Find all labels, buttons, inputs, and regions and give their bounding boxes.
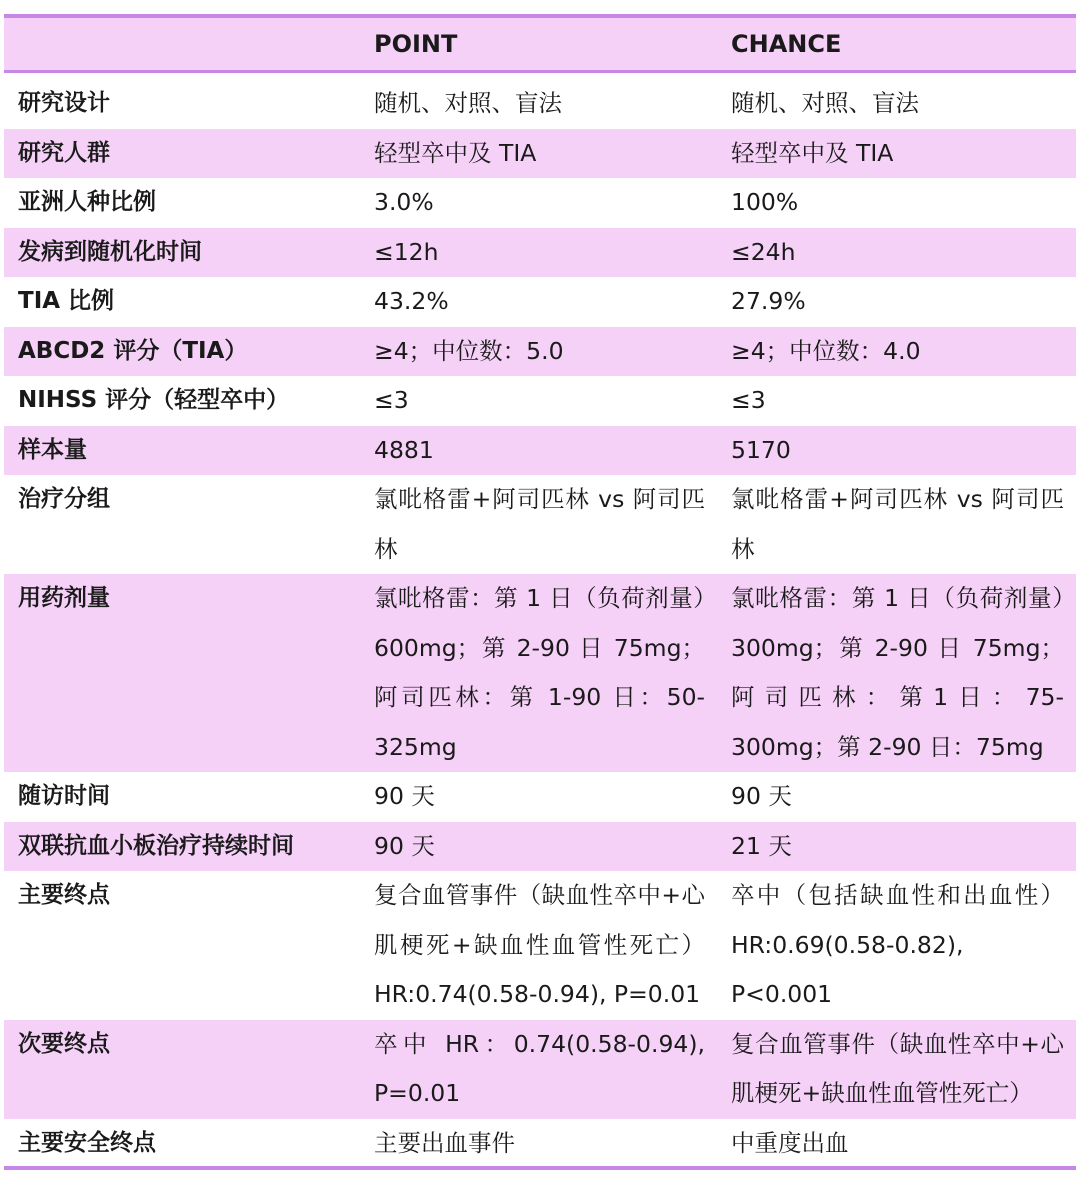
- point-cell: 4881: [360, 426, 717, 476]
- row-label: 治疗分组: [18, 486, 110, 512]
- row-label: 亚洲人种比例: [18, 189, 156, 215]
- table-row: [4, 72, 1076, 129]
- table-row: [4, 129, 1076, 179]
- chance-cell: 90 天: [731, 782, 792, 810]
- chance-cell: 27.9%: [731, 287, 806, 315]
- table-row: [4, 277, 1076, 327]
- point-cell: 3.0%: [374, 188, 434, 216]
- row-label: 主要终点: [18, 882, 110, 908]
- bottom-rule: [4, 1166, 1076, 1170]
- table-row: [4, 475, 1076, 574]
- table-row: [4, 574, 1076, 772]
- row-label: 双联抗血小板治疗持续时间: [4, 822, 360, 872]
- row-label: 用药剂量: [4, 574, 360, 772]
- point-chance-comparison-table: [4, 18, 1076, 1168]
- chance-cell: 随机、对照、盲法: [731, 89, 919, 117]
- point-cell: 氯吡格雷：第 1 日（负荷剂量）600mg；第 2-90 日 75mg；阿司匹林：第 1-90 日：50-325mg: [360, 574, 717, 772]
- chance-cell: 卒中（包括缺血性和出血性）HR:0.69(0.58-0.82), P<0.001: [731, 881, 1064, 1008]
- chance-cell: 100%: [731, 188, 799, 216]
- table-row: [4, 426, 1076, 476]
- point-cell: 氯吡格雷+阿司匹林 vs 阿司匹林: [374, 485, 705, 563]
- point-cell: 轻型卒中及 TIA: [360, 129, 717, 179]
- point-cell: 43.2%: [374, 287, 449, 315]
- row-label: 样本量: [4, 426, 360, 476]
- chance-cell: 氯吡格雷+阿司匹林 vs 阿司匹林: [731, 485, 1064, 563]
- row-label: NIHSS 评分（轻型卒中）: [18, 387, 290, 413]
- table-row: [4, 228, 1076, 278]
- point-cell: ≤12h: [360, 228, 717, 278]
- point-cell: ≥4；中位数：5.0: [360, 327, 717, 377]
- row-label: TIA 比例: [18, 288, 115, 314]
- row-label: ABCD2 评分（TIA）: [4, 327, 360, 377]
- chance-cell: 5170: [717, 426, 1076, 476]
- chance-cell: 轻型卒中及 TIA: [717, 129, 1076, 179]
- table-row: [4, 376, 1076, 426]
- chance-cell: ≤3: [731, 386, 766, 414]
- row-label: 研究设计: [18, 90, 110, 116]
- row-label: 随访时间: [18, 783, 110, 809]
- row-label: 发病到随机化时间: [4, 228, 360, 278]
- chance-cell: 氯吡格雷：第 1 日（负荷剂量）300mg；第 2-90 日 75mg；阿司匹林：第1日：75-300mg；第 2-90 日：75mg: [717, 574, 1076, 772]
- row-label: 研究人群: [4, 129, 360, 179]
- point-cell: 90 天: [374, 782, 435, 810]
- point-cell: 复合血管事件（缺血性卒中+心肌梗死+缺血性血管性死亡）HR:0.74(0.58-0.94), P=0.01: [374, 881, 705, 1008]
- header-point: POINT: [360, 18, 717, 72]
- chance-cell: 中重度出血: [731, 1128, 849, 1157]
- chance-cell: ≤24h: [717, 228, 1076, 278]
- point-cell: ≤3: [374, 386, 409, 414]
- chance-cell: 复合血管事件（缺血性卒中+心肌梗死+缺血性血管性死亡）: [717, 1020, 1076, 1119]
- header-chance: CHANCE: [717, 18, 1076, 72]
- point-cell: 随机、对照、盲法: [374, 89, 562, 117]
- table-row: [4, 1119, 1076, 1169]
- table-row: [4, 772, 1076, 822]
- table-row: [4, 327, 1076, 377]
- point-cell: 主要出血事件: [374, 1128, 515, 1157]
- table-row: [4, 871, 1076, 1020]
- chance-cell: 21 天: [717, 822, 1076, 872]
- row-label: 次要终点: [4, 1020, 360, 1119]
- header-blank: [4, 18, 360, 72]
- point-cell: 卒中 HR：0.74(0.58-0.94), P=0.01: [360, 1020, 717, 1119]
- table-row: [4, 178, 1076, 228]
- chance-cell: ≥4；中位数：4.0: [717, 327, 1076, 377]
- point-cell: 90 天: [360, 822, 717, 872]
- table-header-row: [4, 18, 1076, 72]
- table-row: [4, 822, 1076, 872]
- row-label: 主要安全终点: [18, 1129, 156, 1156]
- table-row: [4, 1020, 1076, 1119]
